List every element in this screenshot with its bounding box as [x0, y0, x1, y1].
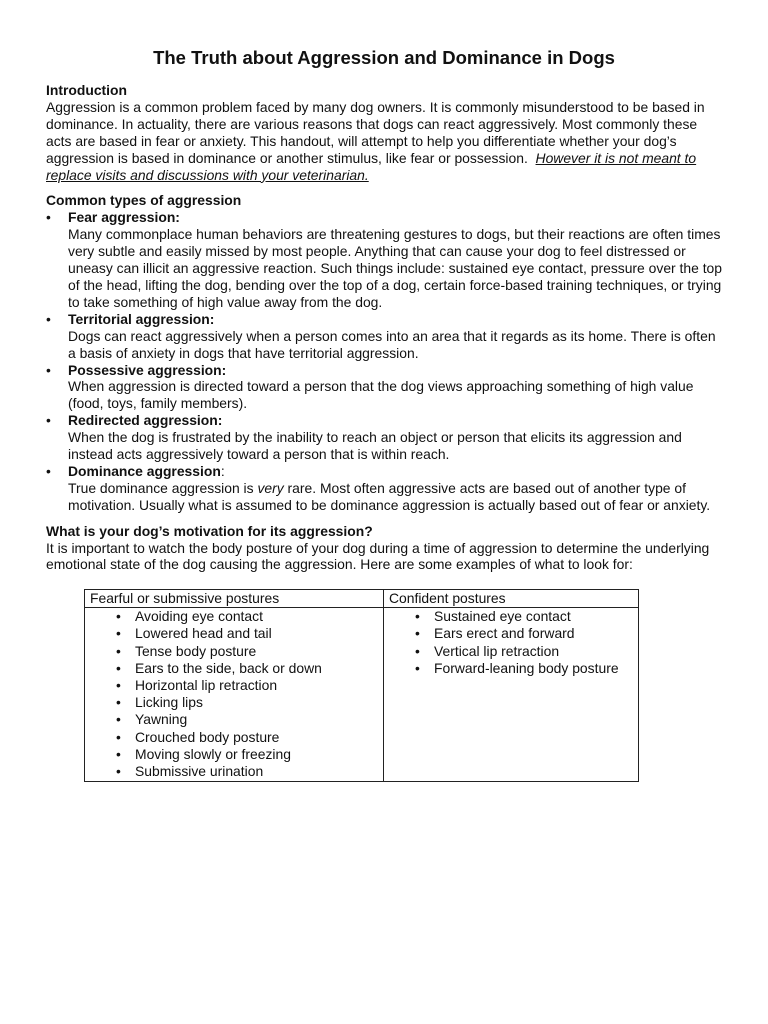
list-item [389, 660, 633, 677]
list-item [46, 362, 726, 413]
type-name: Possessive aggression: [68, 361, 227, 378]
bullet-icon: • [415, 659, 420, 676]
bullet-icon: • [116, 677, 121, 694]
posture-text: Forward-leaning body posture [434, 659, 619, 676]
fearful-postures-list [90, 608, 378, 780]
bullet-icon: • [116, 763, 121, 780]
bullet-icon: • [116, 625, 121, 642]
type-name: Territorial aggression: [68, 310, 215, 327]
confident-column-header: Confident postures [384, 590, 639, 608]
intro-heading: Introduction [46, 82, 128, 98]
bullet-icon: • [415, 608, 420, 625]
document-body [46, 82, 726, 573]
bullet-icon: • [116, 642, 121, 659]
posture-text: Horizontal lip retraction [135, 677, 278, 694]
emphasis-text: very [257, 479, 284, 496]
list-item [90, 729, 378, 746]
table-header-row [85, 590, 639, 608]
table-row [85, 608, 639, 782]
list-item [389, 625, 633, 642]
bullet-icon: • [116, 711, 121, 728]
bullet-icon: • [116, 728, 121, 745]
type-name: Redirected aggression: [68, 412, 223, 429]
posture-text: Yawning [135, 711, 188, 728]
posture-text: Ears to the side, back or down [135, 659, 322, 676]
posture-text: Licking lips [135, 694, 203, 711]
list-item [90, 608, 378, 625]
description-text: rare. Most often aggressive acts are based out of another type of motivation. Usually what is assumed to be dominance aggression is actually based out of fear or anxiety. [68, 479, 711, 513]
document-title: The Truth about Aggression and Dominance in Dogs [153, 47, 615, 68]
confident-postures-cell [384, 608, 639, 782]
types-heading: Common types of aggression [46, 192, 242, 209]
motivation-heading: What is your dog’s motivation for its aggression? [46, 522, 373, 539]
type-description: When the dog is frustrated by the inability to reach an object or person that elicits its aggression and instead acts aggressively toward a person that is within reach. [68, 429, 682, 463]
bullet-icon: • [415, 625, 420, 642]
list-item [46, 412, 726, 463]
list-item [46, 463, 726, 514]
list-item [90, 625, 378, 642]
posture-text: Ears erect and forward [434, 625, 575, 642]
description-text: True dominance aggression is [68, 479, 258, 496]
bullet-icon: • [46, 310, 51, 327]
bullet-icon: • [46, 412, 51, 429]
posture-text: Submissive urination [135, 763, 264, 780]
bullet-icon: • [415, 642, 420, 659]
bullet-icon: • [116, 745, 121, 762]
list-item [90, 763, 378, 780]
type-description: When aggression is directed toward a person that the dog views approaching something of high value (food, toys, family members). [68, 378, 694, 412]
type-name-line [68, 463, 726, 480]
type-description: Dogs can react aggressively when a person comes into an area that it regards as its home. There is often a basis of anxiety in dogs that have territorial aggression. [68, 327, 716, 361]
list-item [90, 660, 378, 677]
postures-table [84, 589, 639, 782]
spacer [46, 514, 726, 523]
fearful-column-header: Fearful or submissive postures [85, 590, 384, 608]
posture-text: Avoiding eye contact [135, 608, 263, 625]
list-item [90, 643, 378, 660]
motivation-paragraph: It is important to watch the body posture of your dog during a time of aggression to determine the underlying emotional state of the dog causing the aggression. Here are some examples of what to look for: [46, 539, 710, 573]
posture-text: Tense body posture [135, 642, 257, 659]
list-item [389, 608, 633, 625]
intro-text: Aggression is a common problem faced by many dog owners. It is commonly misunderstood to be based in dominance. In actuality, there are various reasons that dogs can react aggressively. Most commonly these acts are based in fear or anxiety. This handout, will attempt to help you differentiate whether your dog’s aggression is based in dominance or another stimulus, like fear or possession. [46, 98, 705, 166]
posture-text: Lowered head and tail [135, 625, 272, 642]
bullet-icon: • [46, 361, 51, 378]
list-item [90, 746, 378, 763]
type-name: Fear aggression: [68, 209, 180, 226]
type-description [68, 480, 726, 514]
list-item [90, 694, 378, 711]
spacer [46, 183, 726, 192]
intro-paragraph [46, 99, 726, 184]
intro-emphasis: However it is not meant to replace visits and discussions with your veterinarian. [46, 149, 697, 183]
fearful-postures-cell [85, 608, 384, 782]
posture-text: Moving slowly or freezing [135, 745, 291, 762]
type-name-colon: : [220, 462, 225, 479]
list-item [46, 311, 726, 362]
bullet-icon: • [46, 462, 51, 479]
list-item [389, 643, 633, 660]
confident-postures-list [389, 608, 633, 677]
bullet-icon: • [116, 608, 121, 625]
list-item [90, 711, 378, 728]
list-item [46, 209, 726, 310]
posture-text: Crouched body posture [135, 728, 280, 745]
bullet-icon: • [116, 694, 121, 711]
type-description: Many commonplace human behaviors are threatening gestures to dogs, but their reactions are often times very subtle and easily missed by most people. Anything that can cause your dog to feel distressed or uneasy can illicit an aggressive reaction. Such things include: sustained eye contact, pressure over the top of the head, lifting the dog, bending over the top of a dog, certain force-based training techniques, or trying to take something of high value away from the dog. [68, 226, 723, 310]
aggression-types-list [46, 209, 726, 513]
bullet-icon: • [46, 209, 51, 226]
list-item [90, 677, 378, 694]
bullet-icon: • [116, 659, 121, 676]
posture-text: Sustained eye contact [434, 608, 571, 625]
type-name: Dominance aggression [68, 462, 221, 479]
posture-text: Vertical lip retraction [434, 642, 560, 659]
